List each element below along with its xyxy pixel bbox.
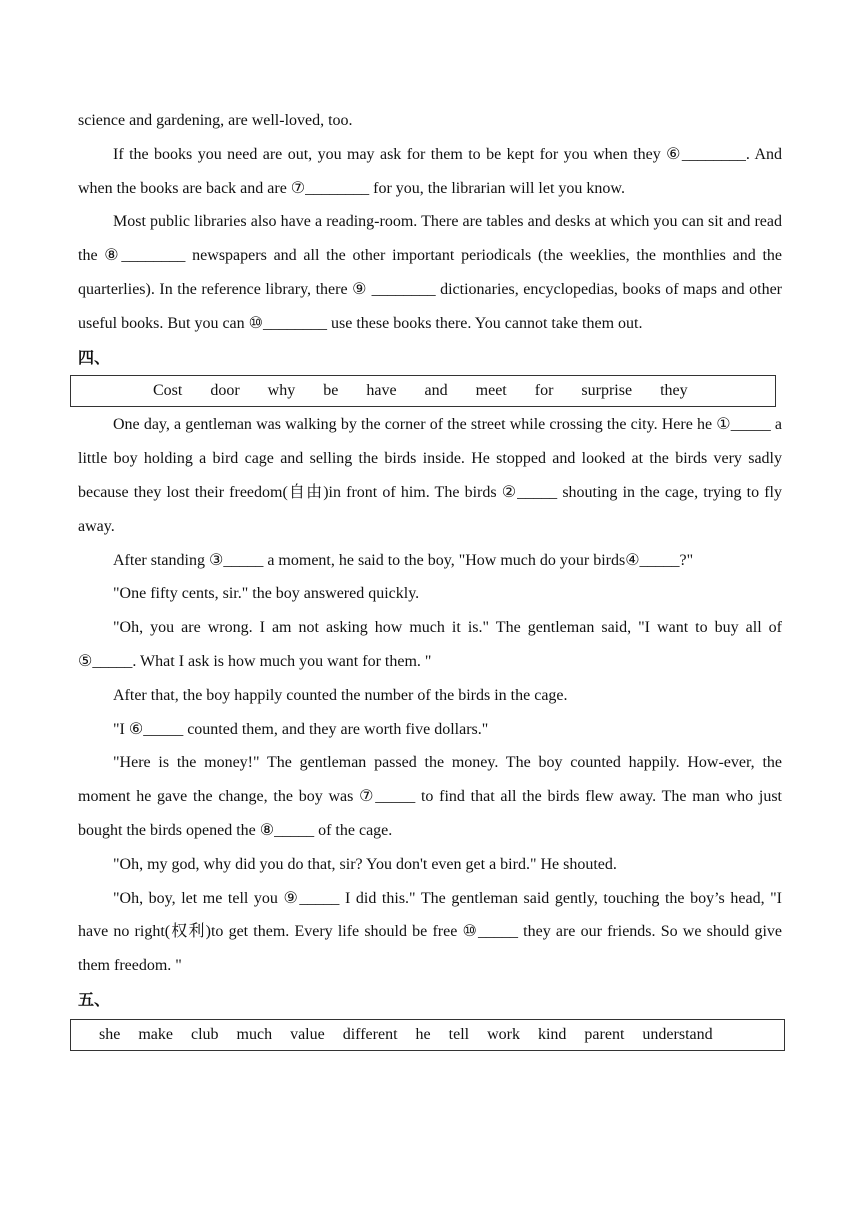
word-bank-item: Cost: [153, 382, 183, 400]
word-bank-item: be: [323, 382, 339, 400]
word-bank-item: parent: [584, 1025, 625, 1043]
word-bank-box: [70, 1019, 785, 1051]
document-page: [78, 104, 782, 1051]
word-bank-box: [70, 375, 776, 407]
word-bank-item: for: [534, 382, 554, 400]
word-bank-item: why: [267, 382, 296, 400]
word-bank-item: they: [660, 382, 688, 400]
word-bank-item: surprise: [581, 382, 633, 400]
word-bank-item: tell: [448, 1025, 470, 1043]
section-heading: 四、: [78, 347, 111, 367]
paragraph: One day, a gentleman was walking by the corner of the street while crossing the city. Here he ①_____ a little boy holding a bird cage and selling the birds inside. He stopped and looked at the birds very sadly because they lost their freedom(自由)in front of him. The birds ②_____ shouting in the cage, trying to fly away.: [78, 416, 782, 535]
paragraph: "One fifty cents, sir." the boy answered quickly.: [113, 585, 420, 603]
paragraph: "Oh, you are wrong. I am not asking how much it is." The gentleman said, "I want to buy all of ⑤_____. What I ask is how much you want for them. ": [78, 619, 782, 670]
word-bank-item: work: [487, 1025, 520, 1043]
word-bank-item: he: [415, 1025, 431, 1043]
word-bank-item: have: [366, 382, 397, 400]
section-heading: 五、: [78, 989, 111, 1009]
paragraph: After that, the boy happily counted the number of the birds in the cage.: [113, 686, 568, 704]
paragraph: "I ⑥_____ counted them, and they are worth five dollars.": [113, 720, 489, 738]
word-bank-item: value: [290, 1025, 325, 1043]
word-bank-item: meet: [475, 382, 507, 400]
word-bank-item: understand: [642, 1025, 713, 1043]
word-bank-item: door: [210, 382, 240, 400]
paragraph: "Oh, boy, let me tell you ⑨_____ I did this." The gentleman said gently, touching the boy’s head, "I have no right(权利)to get them. Every life should be free ⑩_____ they are our friends. So we should give them freedom. ": [78, 889, 782, 975]
word-bank-item: different: [342, 1025, 398, 1043]
paragraph: science and gardening, are well-loved, too.: [78, 112, 353, 129]
paragraph: "Here is the money!" The gentleman passed the money. The boy counted happily. How-ever, the moment he gave the change, the boy was ⑦_____ to find that all the birds flew away. The man who just bought the birds opened the ⑧_____ of the cage.: [78, 754, 782, 839]
word-bank-item: make: [138, 1025, 173, 1043]
word-bank-item: kind: [537, 1025, 567, 1043]
word-bank-item: much: [236, 1025, 273, 1043]
paragraph: If the books you need are out, you may ask for them to be kept for you when they ⑥________. And when the books are back and are ⑦________ for you, the librarian will let you know.: [78, 145, 782, 197]
word-bank-item: club: [190, 1025, 219, 1043]
word-bank-item: she: [99, 1025, 121, 1043]
paragraph: "Oh, my god, why did you do that, sir? You don't even get a bird." He shouted.: [113, 855, 617, 873]
word-bank-item: and: [424, 382, 448, 400]
paragraph: Most public libraries also have a reading-room. There are tables and desks at which you can sit and read the ⑧________ newspapers and all the other important periodicals (the weeklies, the monthlies and the quarterlies). In the reference library, there ⑨ ________ dictionaries, encyclopedias, books of maps and other useful books. But you can ⑩________ use these books there. You cannot take them out.: [78, 213, 782, 332]
paragraph: After standing ③_____ a moment, he said to the boy, "How much do your birds④_____?": [113, 551, 694, 569]
